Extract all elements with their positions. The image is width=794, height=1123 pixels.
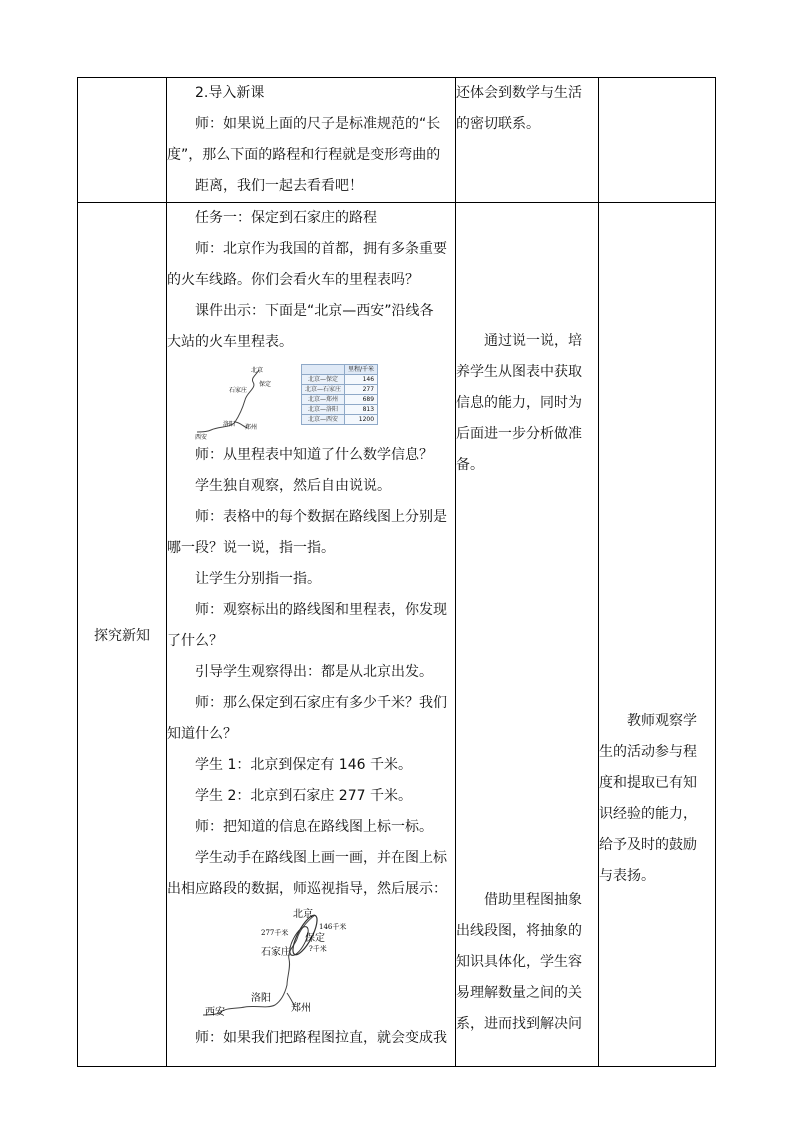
eval-cell-explore [599, 203, 716, 1067]
text-block [599, 706, 715, 892]
text-line: 度和提取已有知 [599, 775, 697, 791]
text-line: 师：如果我们把路程图拉直，就会变成我 [195, 1030, 447, 1046]
text-line: 的火车线路。你们会看火车的里程表吗？ [167, 272, 419, 288]
content-cell-import [167, 78, 456, 203]
text-line: 信息的能力，同时为 [456, 395, 582, 411]
mileage-section: 北京—石家庄 [302, 385, 345, 395]
text-line: 2.导入新课 [195, 85, 265, 101]
text-line: 学生动手在路线图上画一画，并在图上标 [195, 850, 447, 866]
content-cell-explore [167, 203, 456, 1067]
text-line: 通过说一说，培 [484, 333, 582, 349]
route-map-1 [195, 362, 295, 440]
purpose-cell-import [456, 78, 599, 203]
text-line: 师：北京作为我国的首都，拥有多条重要 [195, 241, 447, 257]
text-line: 学生 2：北京到石家庄 277 千米。 [195, 788, 412, 804]
route-figure-1 [167, 362, 455, 440]
text-line: 大站的火车里程表。 [167, 334, 293, 350]
text-line: 教师观察学 [627, 713, 697, 729]
text-line: 易理解数量之间的关 [456, 985, 582, 1001]
map2-label-277: 277千米 [261, 929, 289, 937]
text-line: 学生 1：北京到保定有 146 千米。 [195, 757, 412, 773]
route-map-2 [195, 905, 375, 1023]
map2-city-baoding: 保定 [305, 933, 325, 944]
text-block [456, 326, 598, 481]
text-line: 养学生从图表中获取 [456, 364, 582, 380]
map2-label-unknown: ?千米 [309, 945, 327, 953]
stage-label: 探究新知 [94, 627, 150, 644]
map2-city-luoyang: 洛阳 [251, 993, 271, 1004]
text-block [167, 440, 455, 905]
mileage-section: 北京—郑州 [302, 395, 345, 405]
table-row [302, 415, 378, 425]
text-block [167, 78, 455, 202]
mileage-section: 北京—西安 [302, 415, 345, 425]
text-block [167, 203, 455, 358]
text-line: 出线段图，将抽象的 [456, 923, 582, 939]
mileage-section: 北京—保定 [302, 375, 345, 385]
mileage-header: 里程/千米 [345, 365, 378, 375]
text-line: 给予及时的鼓励 [599, 837, 697, 853]
map2-label-146: 146千米 [319, 923, 347, 931]
text-line: 知识具体化，学生容 [456, 954, 582, 970]
text-line: 师：观察标出的路线图和里程表，你发现 [195, 602, 447, 618]
text-line: 课件出示：下面是“北京—西安”沿线各 [195, 303, 434, 319]
map2-city-beijing: 北京 [293, 909, 313, 920]
text-line: 哪一段？说一说，指一指。 [167, 540, 335, 556]
text-line: 师：如果说上面的尺子是标准规范的“长 [195, 116, 441, 132]
text-line: 出相应路段的数据，师巡视指导，然后展示： [167, 881, 447, 897]
text-block [167, 1023, 455, 1054]
map1-city-shijiazhuang: 石家庄 [229, 387, 248, 394]
mileage-km: 689 [345, 395, 378, 405]
mileage-km: 1200 [345, 415, 378, 425]
table-row [302, 375, 378, 385]
text-line: 距离，我们一起去看看吧！ [195, 178, 363, 194]
map1-city-xian: 西安 [195, 434, 208, 440]
map1-city-zhengzhou: 郑州 [245, 424, 258, 431]
text-line: 借助里程图抽象 [484, 892, 582, 908]
stage-cell-explore [78, 203, 167, 1067]
text-line: 师：把知道的信息在路线图上标一标。 [195, 819, 433, 835]
table-row [302, 395, 378, 405]
mileage-km: 277 [345, 385, 378, 395]
eval-cell-empty [599, 78, 716, 203]
mileage-km: 813 [345, 405, 378, 415]
map1-city-baoding: 保定 [259, 381, 272, 388]
text-line: 师：表格中的每个数据在路线图上分别是 [195, 509, 447, 525]
text-line: 与表扬。 [599, 868, 655, 884]
text-line: 知道什么？ [167, 726, 237, 742]
map2-city-zhengzhou: 郑州 [291, 1003, 311, 1014]
text-line: 度”，那么下面的路程和行程就是变形弯曲的 [167, 147, 441, 163]
route-figure-2 [167, 905, 455, 1023]
text-line: 还体会到数学与生活 [456, 85, 582, 101]
table-row [302, 405, 378, 415]
text-line: 让学生分别指一指。 [195, 571, 321, 587]
map2-city-xian: 西安 [205, 1007, 225, 1018]
map1-city-beijing: 北京 [251, 367, 264, 374]
text-line: 引导学生观察得出：都是从北京出发。 [195, 664, 433, 680]
mileage-section: 北京—洛阳 [302, 405, 345, 415]
text-line: 后面进一步分析做准 [456, 426, 582, 442]
text-line: 任务一：保定到石家庄的路程 [195, 210, 377, 226]
table-row [302, 385, 378, 395]
text-line: 生的活动参与程 [599, 744, 697, 760]
text-line: 学生独自观察，然后自由说说。 [195, 478, 391, 494]
map2-city-shijiazhuang: 石家庄 [261, 947, 291, 958]
mileage-km: 146 [345, 375, 378, 385]
text-line: 师：从里程表中知道了什么数学信息？ [195, 447, 433, 463]
text-line: 系，进而找到解决问 [456, 1016, 582, 1032]
lesson-plan-table [77, 77, 716, 1067]
text-line: 师：那么保定到石家庄有多少千米？我们 [195, 695, 447, 711]
text-block [456, 78, 598, 140]
table-row-explore [78, 203, 716, 1067]
text-block [456, 885, 598, 1040]
text-line: 了什么？ [167, 633, 223, 649]
text-line: 的密切联系。 [456, 116, 540, 132]
map1-city-luoyang: 洛阳 [223, 421, 236, 428]
text-line: 备。 [456, 457, 484, 473]
stage-cell-empty [78, 78, 167, 203]
text-line: 识经验的能力， [599, 806, 697, 822]
purpose-cell-explore [456, 203, 599, 1067]
mileage-table [301, 364, 378, 425]
table-row-import [78, 78, 716, 203]
